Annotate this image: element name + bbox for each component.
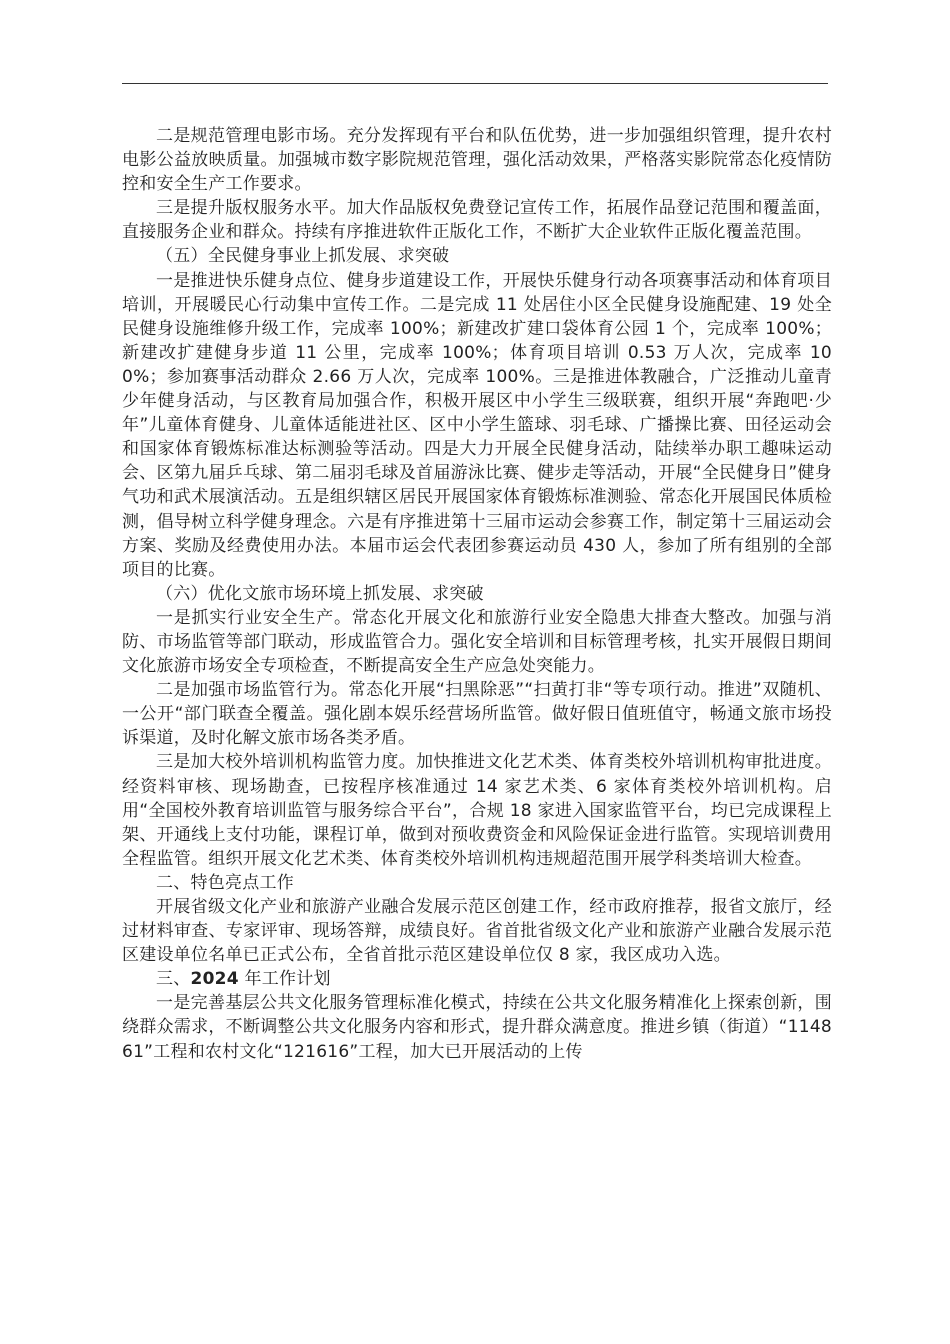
paragraph-2024-plan-item-1: 一是完善基层公共文化服务管理标准化模式，持续在公共文化服务精准化上探索创新，围绕群众需求，不断调整公共文化服务内容和形式，提升群众满意度。推进乡镇（街道）“114861”工程和农村文化“121616”工程，加大已开展活动的上传 <box>122 993 832 1062</box>
paragraph-highlights: 开展省级文化产业和旅游产业融合发展示范区创建工作，经市政府推荐，报省文旅厅，经过材料审查、专家评审、现场答辩，成绩良好。省首批省级文化产业和旅游产业融合发展示范区建设单位名单已正式公布，全省首批示范区建设单位仅 8 家，我区成功入选。 <box>122 897 832 966</box>
paragraph-market-supervision: 二是加强市场监管行为。常态化开展“扫黑除恶”“扫黄打非“等专项行动。推进”双随机、一公开“部门联查全覆盖。强化剧本娱乐经营场所监管。做好假日值班值守，畅通文旅市场投诉渠道，及时化解文旅市场各类矛盾。 <box>122 680 832 749</box>
paragraph-copyright-service: 三是提升版权服务水平。加大作品版权免费登记宣传工作，拓展作品登记范围和覆盖面，直接服务企业和群众。持续有序推进软件正版化工作，不断扩大企业软件正版化覆盖范围。 <box>122 198 832 243</box>
document-body <box>122 124 832 1064</box>
section-heading-2024-plan <box>122 967 832 991</box>
section-heading-fitness: （五）全民健身事业上抓发展、求突破 <box>156 246 450 267</box>
paragraph-safety-production: 一是抓实行业安全生产。常态化开展文化和旅游行业安全隐患大排查大整改。加强与消防、市场监管等部门联动，形成监管合力。强化安全培训和目标管理考核，扎实开展假日期间文化旅游市场安全专项检查，不断提高安全生产应急处突能力。 <box>122 607 832 677</box>
paragraph-fitness-work: 一是推进快乐健身点位、健身步道建设工作，开展快乐健身行动各项赛事活动和体育项目培训，开展暖民心行动集中宣传工作。二是完成 11 处居住小区全民健身设施配建、19 处全民健身设施维修升级工作，完成率 100%；新建改扩建口袋体育公园 1 个，完成率 100%；新建改扩建健身步道 11 公里，完成率 100%；体育项目培训 0.53 万人次，完成率 100%；参加赛事活动群众 2.66 万人次，完成率 100%。三是推进体教融合，广泛推动儿童青少年健身活动，与区教育局加强合作，积极开展区中小学生三级联赛，组织开展“奔跑吧·少年”儿童体育健身、儿童体适能进社区、区中小学生篮球、羽毛球、广播操比赛、田径运动会和国家体育锻炼标准达标测验等活动。四是大力开展全民健身活动，陆续举办职工趣味运动会、区第九届乒乓球、第二届羽毛球及首届游泳比赛、健步走等活动，开展“全民健身日”健身气功和武术展演活动。五是组织辖区居民开展国家体育锻炼标准测验、常态化开展国民体质检测，倡导树立科学健身理念。六是有序推进第十三届市运动会参赛工作，制定第十三届运动会方案、奖励及经费使用办法。本届市运会代表团参赛运动员 430 人，参加了所有组别的全部项目的比赛。 <box>122 270 832 580</box>
section-heading-market-environment: （六）优化文旅市场环境上抓发展、求突破 <box>156 583 484 604</box>
heading-prefix: 三、 <box>156 969 191 990</box>
paragraph-film-market: 二是规范管理电影市场。充分发挥现有平台和队伍优势，进一步加强组织管理，提升农村电影公益放映质量。加强城市数字影院规范管理，强化活动效果，严格落实影院常态化疫情防控和安全生产工作要求。 <box>122 126 832 195</box>
heading-year: 2024 <box>190 969 239 990</box>
header-rule <box>122 83 828 84</box>
section-heading-highlights: 二、特色亮点工作 <box>156 872 294 893</box>
paragraph-training-institutions: 三是加大校外培训机构监管力度。加快推进文化艺术类、体育类校外培训机构审批进度。经资料审核、现场勘查，已按程序核准通过 14 家艺术类、6 家体育类校外培训机构。启用“全国校外教育培训监管与服务综合平台”，合规 18 家进入国家监管平台，均已完成课程上架、开通线上支付功能，课程订单，做到对预收费资金和风险保证金进行监管。实现培训费用全程监管。组织开展文化艺术类、体育类校外培训机构违规超范围开展学科类培训大检查。 <box>122 752 832 869</box>
heading-suffix: 年工作计划 <box>238 969 331 990</box>
